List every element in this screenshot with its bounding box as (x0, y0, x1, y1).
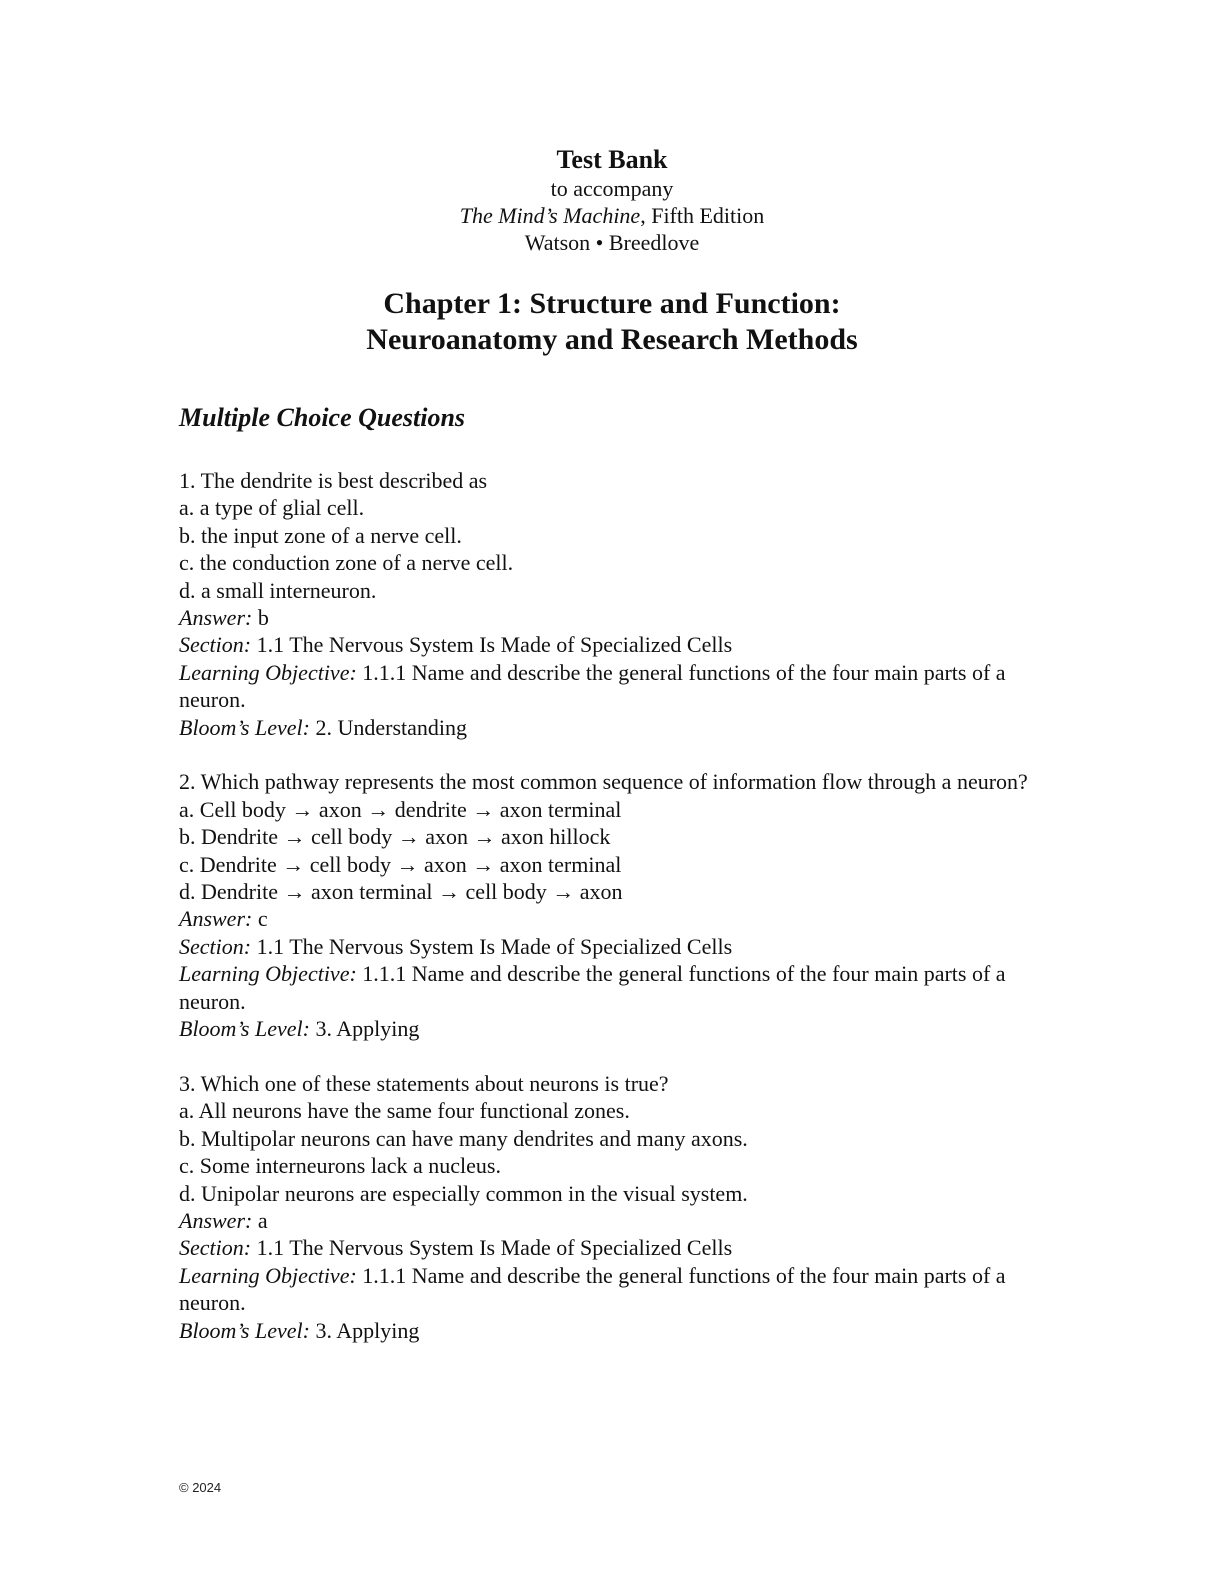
chapter-title-line-2: Neuroanatomy and Research Methods (366, 323, 858, 356)
option-c: c. Some interneurons lack a nucleus. (179, 1153, 501, 1179)
bloom-value: 3. Applying (315, 1317, 420, 1343)
section-label: Section: (179, 632, 252, 658)
section-line (179, 1234, 1049, 1261)
answer-label: Answer: (179, 906, 253, 932)
objective-label: Learning Objective: (179, 1262, 357, 1288)
section-label: Section: (179, 1235, 252, 1261)
question-stem: 2. Which pathway represents the most common sequence of information flow through a neuron? (179, 769, 1028, 795)
option-a: a. Cell body → axon → dendrite → axon terminal (179, 796, 622, 822)
test-bank-title: Test Bank (556, 145, 668, 174)
bloom-label: Bloom’s Level: (179, 1016, 310, 1042)
edition: , Fifth Edition (640, 203, 765, 228)
bloom-label: Bloom’s Level: (179, 1317, 310, 1343)
option-a: a. All neurons have the same four functional zones. (179, 1098, 630, 1124)
option-c: c. the conduction zone of a nerve cell. (179, 550, 514, 576)
objective-label: Learning Objective: (179, 659, 357, 685)
copyright-footer: © 2024 (179, 1480, 222, 1495)
bloom-value: 3. Applying (315, 1016, 420, 1042)
option-b: b. Multipolar neurons can have many dendrites and many axons. (179, 1125, 748, 1151)
bloom-line (179, 1317, 1049, 1344)
option-d: d. a small interneuron. (179, 577, 377, 603)
question-list (179, 467, 1049, 1371)
section-value: 1.1 The Nervous System Is Made of Specialized Cells (256, 632, 733, 658)
book-title-line (0, 202, 1224, 229)
bloom-line (179, 1015, 1049, 1042)
question-1 (179, 467, 1049, 741)
question-2 (179, 768, 1049, 1042)
answer-line (179, 604, 1049, 631)
objective-line (179, 659, 1049, 714)
answer-label: Answer: (179, 1207, 253, 1233)
bloom-value: 2. Understanding (315, 714, 467, 740)
answer-value: a (257, 1207, 268, 1233)
bloom-label: Bloom’s Level: (179, 714, 310, 740)
answer-value: c (257, 906, 268, 932)
question-stem: 1. The dendrite is best described as (179, 468, 488, 493)
section-value: 1.1 The Nervous System Is Made of Specialized Cells (256, 933, 733, 959)
option-b: b. Dendrite → cell body → axon → axon hillock (179, 824, 611, 850)
option-c: c. Dendrite → cell body → axon → axon terminal (179, 851, 622, 877)
section-value: 1.1 The Nervous System Is Made of Specialized Cells (256, 1235, 733, 1261)
objective-value: 1.1.1 Name and describe the general functions of the four main parts of a neuron. (179, 961, 1006, 1014)
option-a: a. a type of glial cell. (179, 495, 365, 521)
answer-line (179, 1207, 1049, 1234)
objective-line (179, 1262, 1049, 1317)
authors: Watson • Breedlove (524, 230, 700, 255)
objective-label: Learning Objective: (179, 961, 357, 987)
objective-line (179, 960, 1049, 1015)
option-b: b. the input zone of a nerve cell. (179, 522, 462, 548)
answer-line (179, 905, 1049, 932)
objective-value: 1.1.1 Name and describe the general functions of the four main parts of a neuron. (179, 659, 1006, 713)
question-3 (179, 1070, 1049, 1344)
section-line (179, 631, 1049, 658)
section-heading: Multiple Choice Questions (179, 403, 466, 432)
question-stem: 3. Which one of these statements about neurons is true? (179, 1070, 669, 1096)
section-line (179, 933, 1049, 960)
objective-value: 1.1.1 Name and describe the general functions of the four main parts of a neuron. (179, 1262, 1006, 1316)
chapter-title-line-1: Chapter 1: Structure and Function: (383, 287, 841, 320)
accompany-line: to accompany (550, 176, 674, 201)
chapter-title (0, 286, 1224, 358)
section-label: Section: (179, 933, 252, 959)
option-d: d. Dendrite → axon terminal → cell body → axon (179, 879, 623, 905)
option-d: d. Unipolar neurons are especially common in the visual system. (179, 1180, 748, 1206)
bloom-line (179, 714, 1049, 741)
answer-label: Answer: (179, 605, 253, 631)
book-title: The Mind’s Machine (459, 203, 641, 228)
answer-value: b (257, 605, 269, 631)
